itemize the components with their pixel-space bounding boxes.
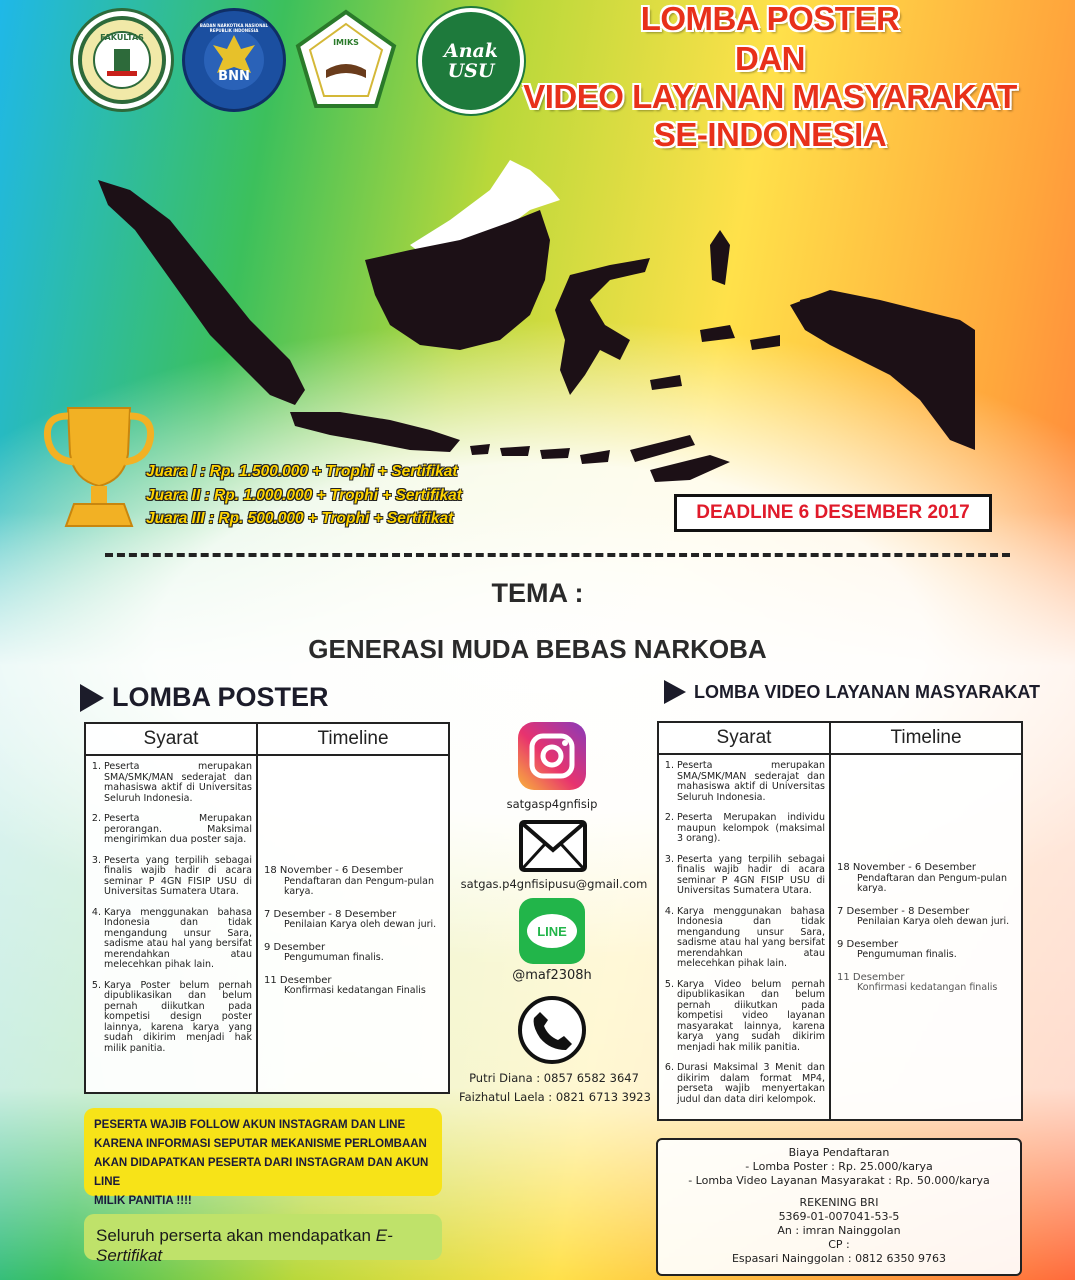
bnn-ring-text: BADAN NARKOTIKA NASIONAL REPUBLIK INDONESIA [199,23,269,33]
timeline-desc: Pengumuman finalis. [284,952,384,963]
section-title-text: LOMBA VIDEO LAYANAN MASYARAKAT [694,681,1041,702]
notice-line: AKAN DIDAPATKAN PESERTA DARI INSTAGRAM DAN AKUN LINE [94,1157,429,1188]
timeline-date: 9 Desember [837,938,899,950]
line-icon [519,898,585,964]
timeline-date: 7 Desember - 8 Desember [264,908,397,920]
prize-rank: Juara III [146,510,205,527]
title-line-2: DAN [735,40,805,77]
mail-icon [519,820,587,872]
line-handle: @maf2308h [512,968,592,983]
deadline-box: DEADLINE 6 DESEMBER 2017 [674,494,992,532]
tema-label: TEMA : [491,578,584,608]
line-bubble [527,914,577,948]
timeline-date: 11 Desember [264,974,332,986]
tema-value: GENERASI MUDA BEBAS NARKOBA [308,634,767,664]
list-item: 2. Peserta Merupakan individu maupun kelompok (maksimal 3 orang). [677,813,825,845]
syarat-cell [658,754,830,1120]
poster-table [84,722,450,1094]
fakultas-logo-text: FAKULTAS [100,33,144,42]
list-item: 1. Peserta merupakan SMA/SMK/MAN sederajat dan mahasiswa aktif di Universitas Seluruh Indonesia. [677,761,825,803]
timeline-desc: Penilaian Karya oleh dewan juri. [857,916,1010,927]
biaya-poster: - Lomba Poster : Rp. 25.000/karya [745,1160,933,1173]
phone-contact-1: Putri Diana : 0857 6582 3647 [469,1071,639,1085]
phone-contact-2: Faizhatul Laela : 0821 6713 3923 [459,1090,651,1104]
title-line-4: SE-INDONESIA [653,116,887,153]
rekening-number: 5369-01-007041-53-5 [778,1210,900,1223]
list-item: 5. Karya Video belum pernah dipublikasikan dan belum pernah diikutkan pada kompetisi video layanan masyarakat lainnya, karena karya yang sudah dikirim menjadi hak milik panitia. [677,980,825,1054]
prize-text: : Rp. 1.500.000 + Trophi + Sertifikat [200,463,458,480]
timeline-date: 18 November - 6 Desember [837,862,976,873]
timeline-date: 7 Desember - 8 Desember [837,905,970,917]
col-syarat: Syarat [85,723,257,755]
list-item: 4. Karya menggunakan bahasa Indonesia dan tidak mengandung unsur Sara, sadisme atau hal yang bersifat merendahkan atau melecehkan pihak lain. [104,908,252,971]
timeline-desc: Konfirmasi kedatangan Finalis [284,985,426,996]
list-item: 4. Karya menggunakan bahasa Indonesia dan tidak mengandung unsur Sara, sadisme atau hal yang bersifat merendahkan atau melecehkan pihak lain. [677,907,825,970]
esertifikat-banner [84,1214,442,1265]
timeline-date: 11 Desember [837,971,905,983]
indonesia-map-icon [90,150,990,510]
triangle-bullet-icon [664,680,686,704]
bnn-logo-text: BNN [218,69,250,84]
imks-logo [294,8,398,112]
esertifikat-prefix: Seluruh perserta akan mendapatkan [96,1226,372,1245]
prize-text: : Rp. 1.000.000 + Trophi + Sertifikat [204,487,462,504]
list-item: 2. Peserta Merupakan perorangan. Maksimal mengirimkan dua poster saja. [104,814,252,846]
section-title-video [664,680,1040,704]
section-title-poster [80,682,329,713]
col-timeline: Timeline [257,723,449,755]
list-item: 6. Durasi Maksimal 3 Menit dan dikirim dalam format MP4, perseta wajib menyertakan judul dan data diri kelompok. [677,1063,825,1105]
fakultas-emblem-icon [77,15,167,105]
list-item: 3. Peserta yang terpilih sebagai finalis wajib hadir di acara seminar P 4GN FISIP USU di Universitas Sumatera Utara. [104,856,252,898]
timeline-desc: Pendaftaran dan Pengum-pulan karya. [857,872,1008,894]
instagram-handle: satgasp4gnfisip [506,797,598,811]
follow-notice [84,1108,442,1207]
notice-line: KARENA INFORMASI SEPUTAR MEKANISME PERLOMBAAN [94,1138,427,1150]
list-item: 1. Peserta merupakan SMA/SMK/MAN sederajat dan mahasiswa aktif di Universitas Seluruh Indonesia. [104,762,252,804]
imks-logo-text: IMIKS [333,38,359,47]
instagram-icon [518,722,586,790]
section-title-text: LOMBA POSTER [112,682,329,712]
video-table [657,721,1023,1121]
timeline-desc: Penilaian Karya oleh dewan juri. [284,919,437,930]
pentagon-emblem-icon [294,8,398,112]
prize-rank: Juara II [146,487,201,504]
biaya-video: - Lomba Video Layanan Masyarakat : Rp. 50.000/karya [688,1174,990,1187]
list-item: 5. Karya Poster belum pernah dipublikasikan dan belum pernah diikutkan pada kompetisi design poster lainnya, karena karya yang sudah dikirim menjadi hak milik panitia. [104,981,252,1055]
timeline-date: 18 November - 6 Desember [264,865,403,876]
biaya-title: Biaya Pendaftaran [788,1146,890,1159]
rekening-holder: An : imran Nainggolan [777,1224,901,1237]
email-address: satgas.p4gnfisipusu@gmail.com [460,877,648,891]
phone-icon [516,996,588,1064]
prize-rank: Juara I [146,463,196,480]
timeline-desc: Konfirmasi kedatangan finalis [857,982,998,993]
prize-row-3 [146,510,453,528]
prize-text: : Rp. 500.000 + Trophi + Sertifikat [208,510,454,527]
cp-person: Espasari Nainggolan : 0812 6350 9763 [731,1252,947,1265]
syarat-list [90,762,252,1054]
prize-row-1 [146,463,458,481]
title-line-3: VIDEO LAYANAN MASYARAKAT [523,78,1017,115]
prize-row-2 [146,487,462,505]
esertifikat-emph: E-Sertifikat [96,1226,393,1265]
cp-label: CP : [828,1238,850,1251]
fakultas-logo [70,8,174,112]
timeline-cell [830,754,1022,1120]
line-logo-text: LINE [537,923,567,939]
timeline-date: 9 Desember [264,941,326,953]
anak-usu-logo-text: Anak USU [443,40,499,82]
dashed-divider [105,553,1010,557]
timeline-desc: Pendaftaran dan Pengum-pulan karya. [284,875,435,897]
syarat-cell [85,755,257,1093]
list-item: 3. Peserta yang terpilih sebagai finalis wajib hadir di acara seminar P 4GN FISIP USU di Universitas Sumatera Utara. [677,855,825,897]
bnn-logo [182,8,286,112]
notice-line: PESERTA WAJIB FOLLOW AKUN INSTAGRAM DAN LINE [94,1119,406,1131]
title-line-1: LOMBA POSTER [640,0,900,37]
trophy-icon [40,402,158,532]
col-syarat: Syarat [658,722,830,754]
timeline-desc: Pengumuman finalis. [857,949,957,960]
col-timeline: Timeline [830,722,1022,754]
biaya-box [656,1138,1022,1276]
syarat-list [663,761,825,1105]
notice-line: MILIK PANITIA !!!! [94,1195,192,1207]
triangle-bullet-icon [80,684,104,712]
timeline-cell [257,755,449,1093]
rekening-title: REKENING BRI [799,1196,879,1209]
